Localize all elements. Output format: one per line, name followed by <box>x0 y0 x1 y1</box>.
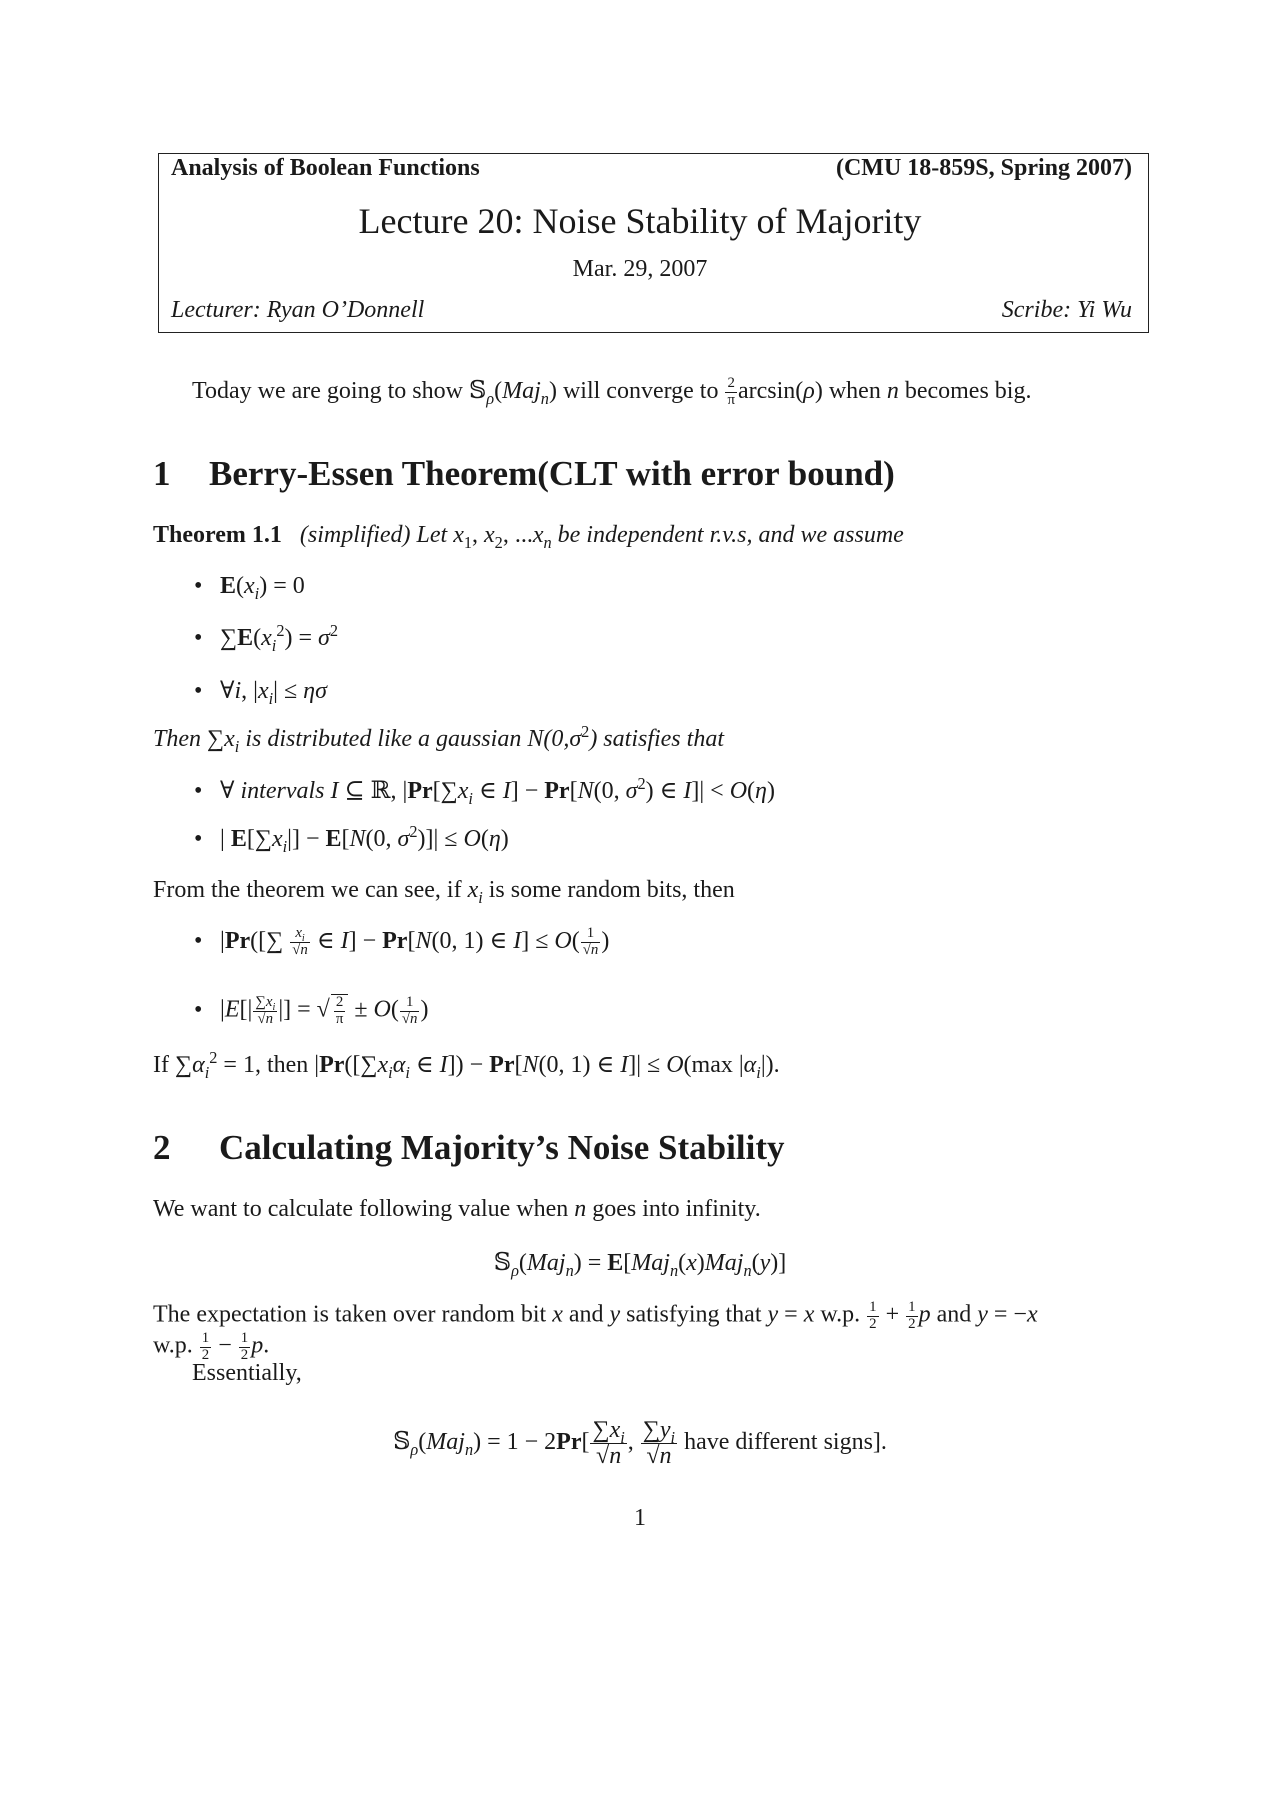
lecturer-name: Lecturer: Ryan O’Donnell <box>171 297 425 323</box>
essentially-text: Essentially, <box>192 1360 302 1386</box>
page-number: 1 <box>634 1505 646 1531</box>
intro-paragraph: Today we are going to show 𝕊$_\rho$(Maj$_n$) will converge to $\frac{2}{\pi}$ arcsin(ρ) when n becomes big. <box>192 375 1032 408</box>
theorem-conclusion: Then $\sum x_i$ is distributed like a gaussian $N(0,\sigma^2)$ satisfies that <box>153 722 724 756</box>
random-bits-probability-bound: • |Pr([∑ $\frac{x_i}{√n}$ ∈ I] − Pr[N(0, 1) ∈ I] ≤ O( $\frac{1}{√n}$ ) <box>194 925 610 958</box>
section-2-heading: 2 Calculating Majority’s Noise Stability <box>153 1128 785 1167</box>
lecture-date: Mar. 29, 2007 <box>572 256 708 282</box>
conclusion-expectation-bound: • | $E[\sum x_i|] - E[N(0$, $\sigma^2)]| \le O(\eta)$ <box>194 822 509 856</box>
expectation-explanation-line2: w.p. $\frac{1}{2}$ − $\frac{1}{2}$ p. <box>153 1330 270 1363</box>
noise-stability-definition: 𝕊$_\rho$(Maj$_n$) = E[Maj$_n$(x)Maj$_n$(y)] <box>493 1248 787 1280</box>
scribe-name: Scribe: Yi Wu <box>1001 297 1132 323</box>
section-1-heading: 1 Berry-Essen Theorem(CLT with error bound) <box>153 454 895 493</box>
lecture-title: Lecture 20: Noise Stability of Majority <box>358 201 922 241</box>
random-bits-expectation-bound: • |E[| $\frac{\sum x_i}{√n}$ |] = √ $\frac{2}{\pi}$ ± O( $\frac{1}{√n}$ ) <box>194 994 429 1027</box>
noise-stability-sign-formula: 𝕊$_\rho$(Maj$_n$) = 1 − 2Pr[ $\frac{\sum x_i}{√n}$ , $\frac{\sum y_i}{√n}$ have different signs]. <box>393 1417 887 1470</box>
random-bits-sentence: From the theorem we can see, if $x_i$ is some random bits, then <box>153 877 735 907</box>
assumption-mean-zero: • $E(x_i) = 0$ <box>194 573 305 603</box>
assumption-bound: • ∀i, $|x_i| \le \eta\sigma$ <box>194 678 327 708</box>
weighted-sum-bound: If $\sum\alpha_i^2 = 1$, then $|Pr([\sum x_i\alpha_i$ ∈ I]) − Pr[N(0, 1) ∈ I]| ≤ O(max $|\alpha_i|$). <box>153 1048 780 1082</box>
theorem-statement: Theorem 1.1 (simplified) Let $x_1$, $x_2$, $...x_n$ be independent r.v.s, and we assume <box>153 522 904 552</box>
course-reference: (CMU 18-859S, Spring 2007) <box>835 155 1132 181</box>
course-name: Analysis of Boolean Functions <box>171 155 480 181</box>
section-2-intro: We want to calculate following value when n goes into infinity. <box>153 1196 761 1222</box>
assumption-variance: • $\sum E(x_i^2) = \sigma^2$ <box>194 621 339 655</box>
conclusion-probability-bound: • ∀ intervals I ⊆ ℝ, $|Pr[\sum x_i$ ∈ I] − Pr[N(0, $\sigma^2$) ∈ I]| < O(η) <box>194 774 775 808</box>
expectation-explanation-line1: The expectation is taken over random bit x and y satisfying that y = x w.p. $\frac{1}{2}$ + $\frac{1}{2}$ p and y = −x <box>153 1299 1038 1332</box>
